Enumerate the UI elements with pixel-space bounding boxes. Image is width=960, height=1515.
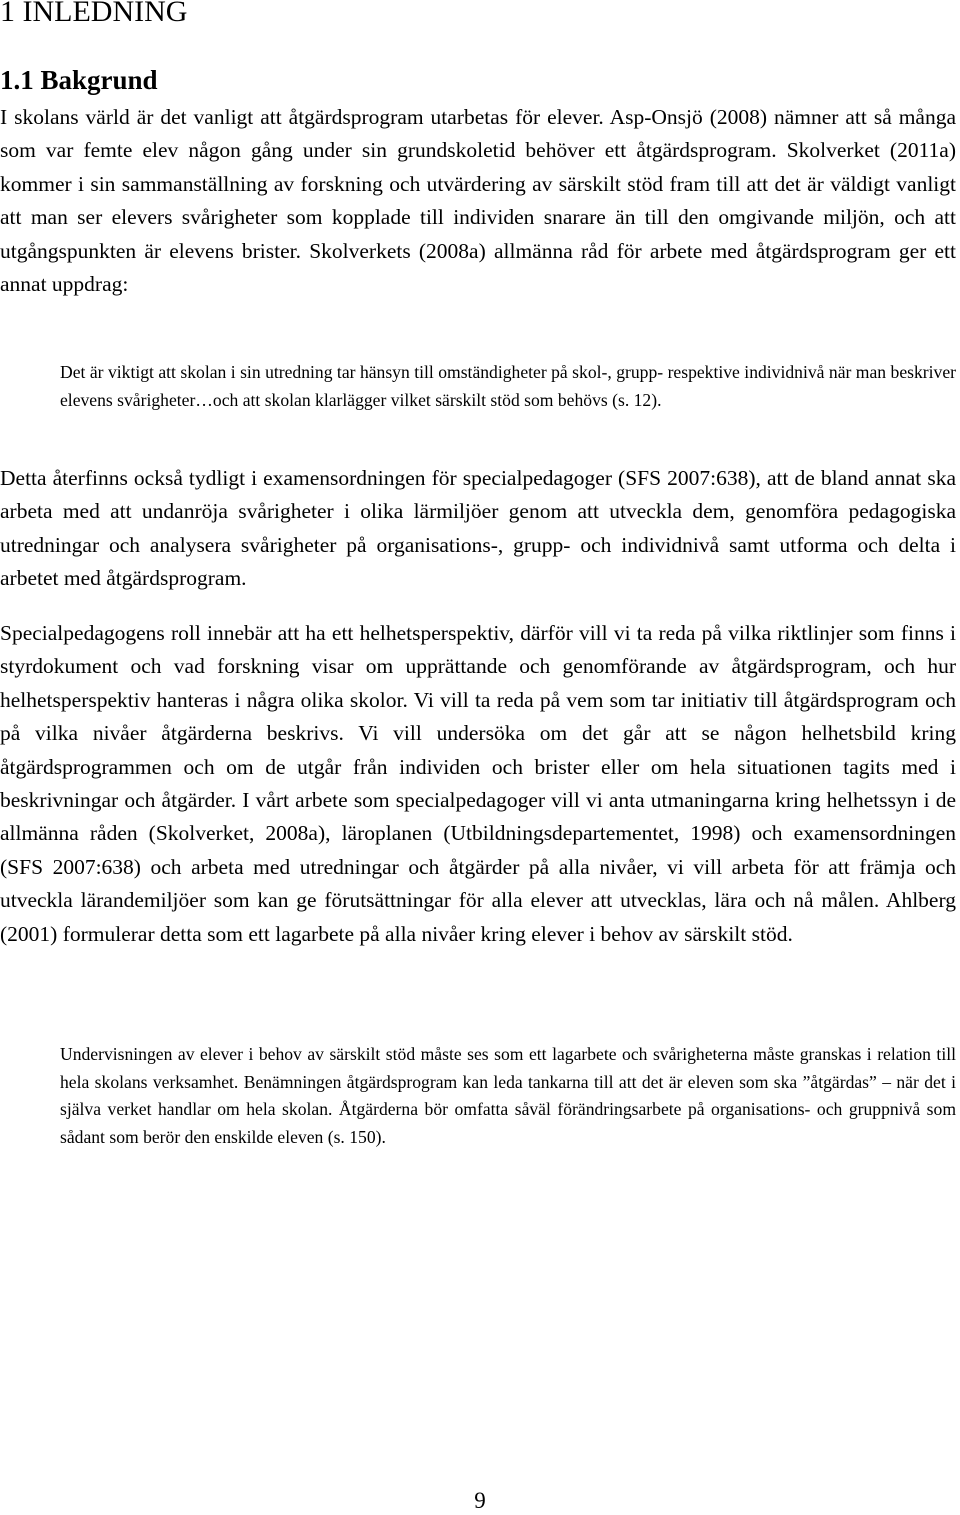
- body-paragraph-3: Specialpedagogens roll innebär att ha ett helhetsperspektiv, därför vill vi ta reda på vilka riktlinjer som finns i styrdokument och vad forskning visar om upprättande och genomförande av åtgärdsprogram, och hur helhetsperspektiv hanteras i några olika skolor. Vi vill ta reda på vem som tar initiativ till åtgärdsprogram och på vilka nivåer åtgärderna beskrivs. Vi vill undersöka om det går att se någon helhetsbild kring åtgärdsprogrammen och om de utgår från individen och brister eller om hela situationen tagits med i beskrivningar och åtgärder. I vårt arbete som specialpedagoger vill vi anta utmaningarna kring helhetssyn i de allmänna råden (Skolverket, 2008a), läroplanen (Utbildningsdepartementet, 1998) och examensordningen (SFS 2007:638) och arbeta med utredningar och åtgärder på alla nivåer, vi vill arbeta för att främja och utveckla lärandemiljöer som kan ge förutsättningar för alla elever att utvecklas, lära och nå målen. Ahlberg (2001) formulerar detta som ett lagarbete på alla nivåer kring elever i behov av särskilt stöd.: [0, 621, 956, 946]
- block-quote-1: Det är viktigt att skolan i sin utredning tar hänsyn till omständigheter på skol-, grupp- respektive individnivå när man beskriver elevens svårigheter…och att skolan klarlägger vilket särskilt stöd som behövs (s. 12).: [60, 362, 956, 410]
- page-number: 9: [474, 1488, 486, 1513]
- block-quote-2: Undervisningen av elever i behov av särskilt stöd måste ses som ett lagarbete och svårigheterna måste granskas i relation till hela skolans verksamhet. Benämningen åtgärdsprogram kan leda tankarna till att det är eleven som ska ”åtgärdas” – när det i själva verket handlar om hela skolan. Åtgärderna bör omfatta såväl förändringsarbete på organisations- och gruppnivå som sådant som berör den enskilde eleven (s. 150).: [60, 1044, 956, 1147]
- body-paragraph-1: I skolans värld är det vanligt att åtgärdsprogram utarbetas för elever. Asp-Onsjö (2008) nämner att så många som var femte elev någon gång under sin grundskoletid behöver ett åtgärdsprogram. Skolverket (2011a) kommer i sin sammanställning av forskning och utvärdering av särskilt stöd fram till att det är väldigt vanligt att man ser elevers svårigheter som kopplade till individen snarare än till den omgivande miljön, och att utgångspunkten är elevens brister. Skolverkets (2008a) allmänna råd för arbete med åtgärdsprogram ger ett annat uppdrag:: [0, 105, 956, 297]
- section-heading: 1.1 Bakgrund: [0, 65, 158, 95]
- body-paragraph-2: Detta återfinns också tydligt i examensordningen för specialpedagoger (SFS 2007:638), att de bland annat ska arbeta med att undanröja svårigheter i olika lärmiljöer genom att utveckla dem, genomföra pedagogiska utredningar och analysera svårigheter på organisations-, grupp- och individnivå samt utforma och delta i arbetet med åtgärdsprogram.: [0, 466, 956, 591]
- chapter-heading: 1 INLEDNING: [0, 0, 188, 28]
